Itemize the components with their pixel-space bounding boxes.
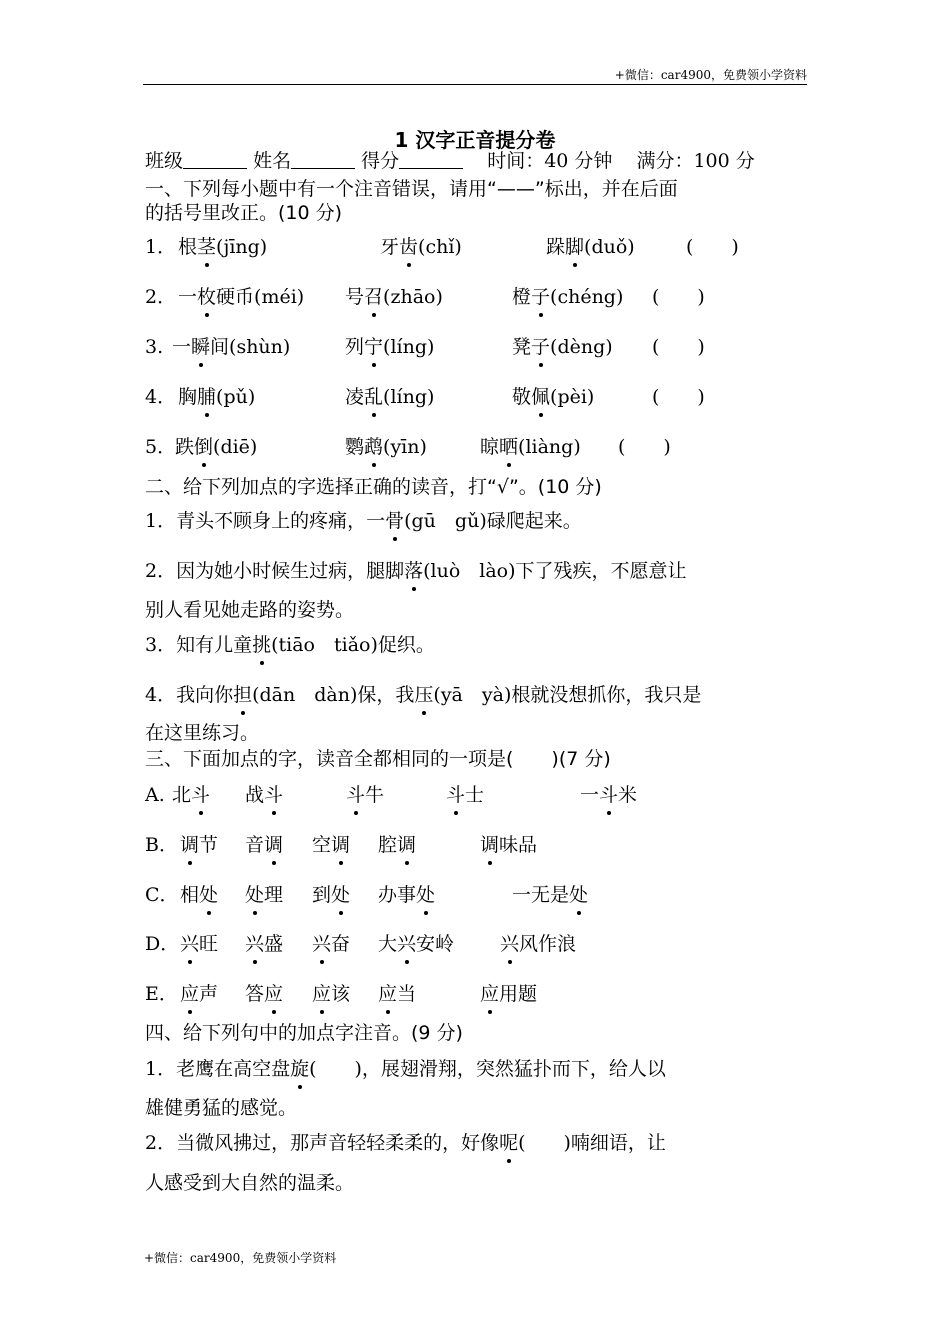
dotted-char: 旋 xyxy=(290,1058,310,1080)
option-label: E． xyxy=(145,983,178,1005)
dotted-char: 佩 xyxy=(531,386,551,408)
class-label: 班级 xyxy=(145,150,184,172)
word-a: 一瞬间(shùn) xyxy=(172,336,291,358)
item-number: 2． xyxy=(145,286,177,308)
answer-paren[interactable]: ( ) xyxy=(652,386,705,408)
dotted-char: 倒 xyxy=(194,436,214,458)
answer-paren[interactable]: ( ) xyxy=(686,236,739,258)
option-word: 应该 xyxy=(312,983,351,1005)
option-word: 答应 xyxy=(245,983,284,1005)
option-word: 兴风作浪 xyxy=(500,933,577,955)
option-label: A. xyxy=(145,784,165,806)
dotted-char: 应 xyxy=(264,983,284,1005)
dotted-char: 鹉 xyxy=(364,436,384,458)
dotted-char: 兴 xyxy=(397,933,417,955)
dotted-char: 召 xyxy=(364,286,384,308)
word-c: 凳子(dèng) xyxy=(512,336,613,358)
s2-question-2-cont: 别人看见她走路的姿势。 xyxy=(145,599,355,621)
dotted-char: 晒 xyxy=(499,436,519,458)
dotted-char: 处 xyxy=(245,884,265,906)
section1-heading-cont: 的括号里改正。(10 分) xyxy=(145,202,343,224)
dotted-char: 压 xyxy=(414,684,434,706)
dotted-char: 斗 xyxy=(599,784,619,806)
dotted-char: 处 xyxy=(416,884,436,906)
student-info-line xyxy=(145,148,755,174)
word-c: 跺脚(duǒ) xyxy=(546,236,635,258)
dotted-char: 处 xyxy=(569,884,589,906)
item-number: 3. xyxy=(145,336,164,358)
s2-question-1: 1．青头不顾身上的疼痛，一骨(gū gǔ)碌爬起来。 xyxy=(145,510,582,532)
section3-heading: 三、下面加点的字，读音全都相同的一项是( )(7 分) xyxy=(145,748,611,770)
section4-heading: 四、给下列句中的加点字注音。(9 分) xyxy=(145,1022,463,1044)
dotted-char: 调 xyxy=(264,834,284,856)
dotted-char: 齿 xyxy=(399,236,419,258)
word-b: 牙齿(chǐ) xyxy=(380,236,462,258)
header-rule xyxy=(143,84,807,85)
dotted-char: 脚 xyxy=(565,236,585,258)
dotted-char: 子 xyxy=(531,336,551,358)
option-word: 腔调 xyxy=(378,834,417,856)
dotted-char: 兴 xyxy=(312,933,332,955)
word-c: 橙子(chéng) xyxy=(512,286,624,308)
option-word: 应当 xyxy=(378,983,417,1005)
s4-question-2: 2．当微风拂过，那声音轻轻柔柔的，好像呢( )喃细语，让 xyxy=(145,1132,666,1154)
option-word: 音调 xyxy=(245,834,284,856)
dotted-char: 兴 xyxy=(245,933,265,955)
s4-question-1: 1．老鹰在高空盘旋( )，展翅滑翔，突然猛扑而下，给人以 xyxy=(145,1058,666,1080)
dotted-char: 宁 xyxy=(364,336,384,358)
dotted-char: 瞬 xyxy=(191,336,211,358)
dotted-char: 脯 xyxy=(197,386,217,408)
s4-question-1-cont: 雄健勇猛的感觉。 xyxy=(145,1097,298,1119)
answer-paren[interactable]: ( ) xyxy=(652,336,705,358)
dotted-char: 调 xyxy=(397,834,417,856)
option-word: 到处 xyxy=(312,884,351,906)
dotted-char: 挑 xyxy=(252,634,272,656)
option-word: 斗牛 xyxy=(346,784,385,806)
score-blank[interactable] xyxy=(399,150,463,169)
word-b: 号召(zhāo) xyxy=(345,286,443,308)
section1-heading: 一、下列每小题中有一个注音错误，请用“——”标出，并在后面 xyxy=(145,178,678,200)
word-c: 敬佩(pèi) xyxy=(512,386,595,408)
name-blank[interactable] xyxy=(291,150,355,169)
dotted-char: 乱 xyxy=(364,386,384,408)
option-word: 空调 xyxy=(312,834,351,856)
full-score-label: 满分：100 分 xyxy=(636,150,755,172)
item-number: 1． xyxy=(145,236,177,258)
item-number: 5． xyxy=(145,436,177,458)
dotted-char: 呢 xyxy=(499,1132,519,1154)
option-word: 一斗米 xyxy=(580,784,638,806)
option-word: 战斗 xyxy=(245,784,284,806)
dotted-char: 茎 xyxy=(197,236,217,258)
dotted-char: 调 xyxy=(180,834,200,856)
dotted-char: 处 xyxy=(331,884,351,906)
dotted-char: 应 xyxy=(480,983,500,1005)
option-word: 北斗 xyxy=(172,784,211,806)
word-c: 晾晒(liàng) xyxy=(480,436,581,458)
dotted-char: 调 xyxy=(480,834,500,856)
page-title: 1 汉字正音提分卷 xyxy=(394,128,556,152)
option-word: 应声 xyxy=(180,983,219,1005)
dotted-char: 斗 xyxy=(191,784,211,806)
option-label: B． xyxy=(145,834,178,856)
answer-paren[interactable]: ( ) xyxy=(652,286,705,308)
header-note: +微信：car4900，免费领小学资料 xyxy=(614,68,807,82)
s2-question-4: 4．我向你担(dān dàn)保，我压(yā yà)根就没想抓你，我只是 xyxy=(145,684,702,706)
dotted-char: 应 xyxy=(378,983,398,1005)
option-word: 办事处 xyxy=(378,884,436,906)
option-word: 一无是处 xyxy=(512,884,589,906)
word-a: 跌倒(diē) xyxy=(175,436,258,458)
dotted-char: 处 xyxy=(199,884,219,906)
answer-paren[interactable]: ( ) xyxy=(618,436,671,458)
dotted-char: 斗 xyxy=(446,784,466,806)
s2-question-4-cont: 在这里练习。 xyxy=(145,722,260,744)
time-label: 时间：40 分钟 xyxy=(487,150,613,172)
score-label: 得分 xyxy=(361,150,400,172)
word-b: 鹦鹉(yīn) xyxy=(345,436,427,458)
section2-heading: 二、给下列加点的字选择正确的读音，打“√”。(10 分) xyxy=(145,476,602,498)
option-word: 兴盛 xyxy=(245,933,284,955)
dotted-char: 落 xyxy=(404,560,424,582)
dotted-char: 兴 xyxy=(180,933,200,955)
option-word: 大兴安岭 xyxy=(378,933,455,955)
dotted-char: 枚 xyxy=(197,286,217,308)
footer-note: +微信：car4900，免费领小学资料 xyxy=(144,1251,337,1265)
s2-question-3: 3．知有儿童挑(tiāo tiǎo)促织。 xyxy=(145,634,435,656)
option-word: 兴奋 xyxy=(312,933,351,955)
word-a: 胸脯(pǔ) xyxy=(178,386,256,408)
class-blank[interactable] xyxy=(183,150,247,169)
dotted-char: 应 xyxy=(312,983,332,1005)
dotted-char: 应 xyxy=(180,983,200,1005)
dotted-char: 兴 xyxy=(500,933,520,955)
dotted-char: 骨 xyxy=(385,510,405,532)
option-word: 兴旺 xyxy=(180,933,219,955)
dotted-char: 担 xyxy=(233,684,253,706)
option-label: C． xyxy=(145,884,179,906)
option-word: 调节 xyxy=(180,834,219,856)
s2-question-2: 2．因为她小时候生过病，腿脚落(luò lào)下了残疾，不愿意让 xyxy=(145,560,687,582)
word-b: 列宁(líng) xyxy=(345,336,435,358)
option-word: 相处 xyxy=(180,884,219,906)
dotted-char: 斗 xyxy=(346,784,366,806)
option-word: 应用题 xyxy=(480,983,538,1005)
dotted-char: 子 xyxy=(531,286,551,308)
name-label: 姓名 xyxy=(253,150,292,172)
option-label: D． xyxy=(145,933,180,955)
s4-question-2-cont: 人感受到大自然的温柔。 xyxy=(145,1172,355,1194)
item-number: 4． xyxy=(145,386,177,408)
dotted-char: 调 xyxy=(331,834,351,856)
dotted-char: 斗 xyxy=(264,784,284,806)
word-a: 根茎(jīng) xyxy=(178,236,268,258)
option-word: 斗士 xyxy=(446,784,485,806)
option-word: 调味品 xyxy=(480,834,538,856)
word-a: 一枚硬币(méi) xyxy=(178,286,305,308)
option-word: 处理 xyxy=(245,884,284,906)
word-b: 凌乱(líng) xyxy=(345,386,435,408)
